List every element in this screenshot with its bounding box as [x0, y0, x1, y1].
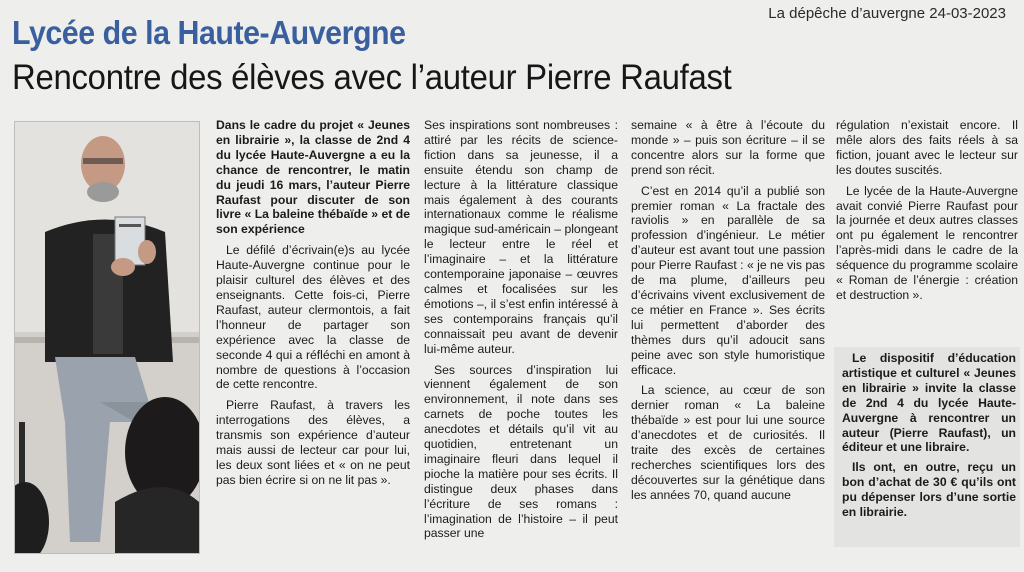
paragraph: La science, au cœur de son dernier roman « La baleine thébaïde » est pour lui une source d’anecdotes et de curiosités. Il traite des excès de certaines recherches scientifiques lors des découvertes sur la génétique dans les années 70, quand aucune: [631, 383, 825, 502]
info-box: [834, 347, 1020, 547]
paragraph: Pierre Raufast, à travers les interrogations des élèves, a transmis son expérience d’auteur mais aussi de lecteur car pour lui, les deux sont liées et « on ne peut pas bien écrire si on ne lit pas ».: [216, 398, 410, 487]
article-column-3: [631, 118, 825, 509]
paragraph: régulation n’existait encore. Il mêle alors des faits réels à sa fiction, jouant avec le lecteur sur les doutes suscités.: [836, 118, 1018, 177]
paragraph: Le lycée de la Haute-Auvergne avait convié Pierre Raufast pour la journée et deux autres classes ont pu également le rencontrer l’après-midi dans le cadre de la séquence du programme scolaire « Roman de l’énergie : création et destruction ».: [836, 183, 1018, 302]
info-box-paragraph: Ils ont, en outre, reçu un bon d’achat de 30 € qu’ils ont pu dépenser lors d’une sortie en librairie.: [842, 460, 1016, 520]
author-photo-illustration: [15, 122, 199, 553]
article-column-1: [216, 118, 410, 494]
paragraph: Le défilé d’écrivain(e)s au lycée Haute-Auvergne continue pour le plaisir culturel des élèves et des enseignants. Cette fois-ci, Pierre Raufast, auteur clermontois, a fait l’honneur de partager son expérience avec la classe de seconde 4 qui a réfléchi en amont à nombre de questions à l’occasion de cette rencontre.: [216, 243, 410, 392]
newspaper-source: La dépêche d’auvergne 24-03-2023: [768, 5, 1006, 22]
paragraph: Ses inspirations sont nombreuses : attiré par les récits de science-fiction dans sa jeunesse, il a ensuite étendu son champ de lecture à la littérature classique mais également à des courants internationaux comme le réalisme magique sud-américain – plongeant le lecteur entre le réel et l’imaginaire – et la littérature contemporaine japonaise – œuvres calmes et focalisées sur les émotions –, il s’est enfin intéressé à ses contemporains français qu’il connaissait peu avant de devenir lui-même auteur.: [424, 118, 618, 356]
article-headline: Rencontre des élèves avec l’auteur Pierre Raufast: [12, 58, 732, 97]
paragraph: C’est en 2014 qu’il a publié son premier roman « La fractale des raviolis » en parallèle de sa profession d’ingénieur. Le métier d’auteur est avant tout une passion pour Pierre Raufast : « je ne vis pas de ma plume, d’ailleurs peu d’écrivains vivent exclusivement de ce métier en France ». Ses écrits lui permettent d’aborder des thèmes durs qu’il adoucit sans peine avec son style humoristique efficace.: [631, 183, 825, 377]
paragraph: semaine « à être à l’écoute du monde » – puis son écriture – il se concentre alors sur la forme que prend son récit.: [631, 118, 825, 177]
article-photo: [14, 121, 200, 554]
paragraph: Ses sources d’inspiration lui viennent également de son environnement, il note dans ses carnets de poche toutes les anecdotes et détails qu’il vit au quotidien, entretenant un imaginaire fleuri dans lequel il pioche la matière pour ses écrits. Il distingue deux phases dans l’écriture de ses romans : l’imagination de l’histoire – il peut passer une: [424, 362, 618, 541]
article-lead: Dans le cadre du projet « Jeunes en librairie », la classe de 2nd 4 du lycée Haute-Auvergne a eu la chance de rencontrer, le matin du jeudi 16 mars, l’auteur Pierre Raufast pour discuter de son livre « La baleine thébaïde » et de son expérience: [216, 118, 410, 237]
article-column-4: [836, 118, 1018, 309]
article-column-2: [424, 118, 618, 547]
info-box-paragraph: Le dispositif d’éducation artistique et culturel « Jeunes en librairie » invite la classe de 2nd 4 du lycée Haute-Auvergne à rencontrer un auteur (Pierre Raufast), un éditeur et une libraire.: [842, 351, 1016, 455]
section-kicker: Lycée de la Haute-Auvergne: [12, 14, 406, 51]
